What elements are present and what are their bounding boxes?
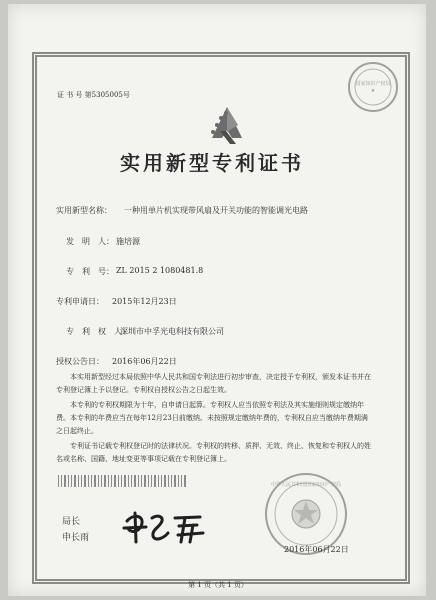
field-label-3: 专 利 号：	[66, 267, 114, 276]
field-label-5: 专 利 权 人：	[66, 327, 130, 336]
field-label-1: 实用新型名称：	[56, 206, 112, 215]
field-value-4: 2015年12月23日	[112, 297, 177, 306]
field-value-1: 一种用单片机实现带风扇及开关功能的智能调光电路	[124, 206, 308, 215]
director-signature	[118, 508, 206, 550]
certificate-number: 证 书 号 第5305005号	[57, 91, 130, 99]
small-seal-text: 国家知识产权局	[355, 81, 391, 87]
field-value-5: 深圳市中孚光电科技有限公司	[120, 327, 224, 336]
body-paragraph-1: 本实用新型经过本局依照中华人民共和国专利法进行初步审查，决定授予专利权，颁发本证书并在专利登记簿上予以登记。专利权自授权公告之日起生效。	[56, 373, 371, 394]
director-name: 申长雨	[62, 533, 90, 543]
barcode	[58, 475, 186, 487]
seal-text: 中华人民共和国国家知识产权局	[270, 482, 342, 488]
body-paragraph-2: 本专利的专利权期限为十年，自申请日起算。专利权人应当依照专利法及其实施细则规定缴纳年费。本专利的年费应当在每年12月23日前缴纳。未按照规定缴纳年费的，专利权自应当缴纳年费期满之日起终止。	[56, 401, 368, 435]
field-label-6: 授权公告日：	[56, 357, 104, 366]
certificate-body	[56, 371, 372, 468]
certificate-title: 实用新型专利证书	[120, 151, 304, 175]
field-label-2: 发 明 人：	[66, 237, 114, 246]
field-value-6: 2016年06月22日	[112, 357, 177, 366]
field-label-4: 专利申请日：	[56, 297, 104, 306]
field-value-2: 施培源	[116, 237, 140, 246]
field-value-3: ZL 2015 2 1080481.8	[116, 266, 204, 275]
small-seal-stamp	[346, 60, 400, 114]
director-title: 局长	[62, 517, 81, 527]
body-paragraph-3: 专利证书记载专利权登记时的法律状况。专利权的转移、质押、无效、终止、恢复和专利权人的姓名或名称、国籍、地址变更等事项记载在专利登记簿上。	[56, 442, 371, 463]
page-footer: 第 1 页（共 1 页）	[188, 581, 248, 589]
stamp-date: 2016年06月22日	[284, 545, 349, 554]
svg-text:★: ★	[370, 88, 376, 94]
